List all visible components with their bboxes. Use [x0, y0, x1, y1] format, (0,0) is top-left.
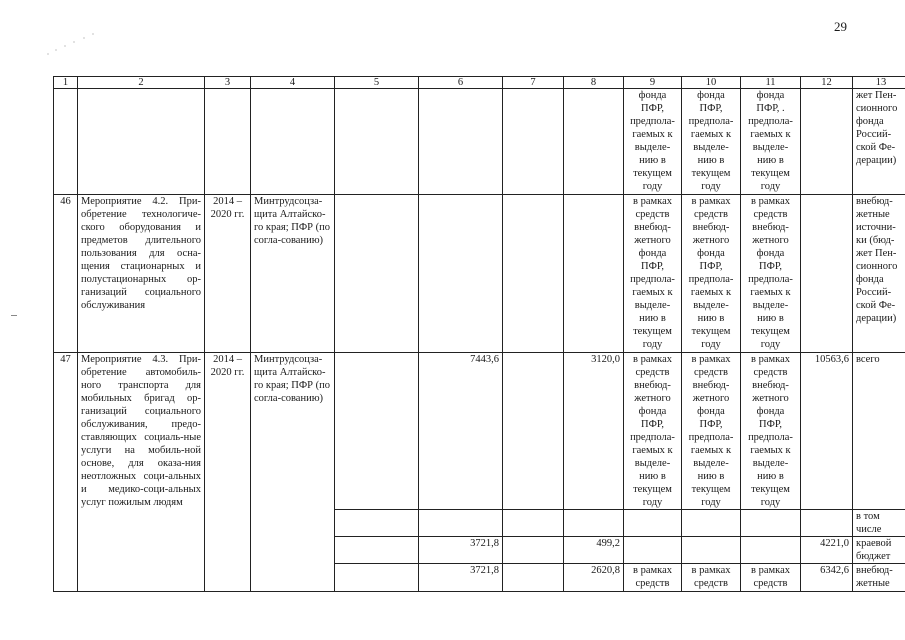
table-cell: фонда ПФР, предпола-гаемых к выделе-нию в текущем году	[682, 89, 741, 195]
column-number: 5	[335, 77, 419, 89]
table-cell: внебюд-жетные источни-ки (бюд-жет Пен-сионного фонда Россий-ской Фе-дерации)	[853, 195, 905, 353]
column-number: 2	[78, 77, 205, 89]
table-row-continuation	[54, 89, 905, 195]
table-cell: фонда ПФР, предпола-гаемых к выделе-нию в текущем году	[624, 89, 682, 195]
period: 2014 – 2020 гг.	[205, 195, 251, 353]
column-number: 1	[54, 77, 78, 89]
amount-cell: 10563,6	[801, 353, 853, 510]
column-number: 13	[853, 77, 905, 89]
table-cell: в рамках средств внебюд-жетного фонда ПФР, предпола-гаемых к выделе-нию в текущем году	[682, 195, 741, 353]
table-cell: в рамках средств внебюд-жетного фонда ПФР, предпола-гаемых к выделе-нию в текущем году	[741, 353, 801, 510]
row-number: 46	[54, 195, 78, 353]
table-cell: в рамках средств внебюд-жетного фонда ПФР, предпола-гаемых к выделе-нию в текущем году	[741, 195, 801, 353]
table-cell: в рамках средств	[624, 564, 682, 592]
column-number: 11	[741, 77, 801, 89]
table-cell: в рамках средств внебюд-жетного фонда ПФР, предпола-гаемых к выделе-нию в текущем году	[624, 353, 682, 510]
scan-artifact	[38, 28, 108, 58]
table-row-47-total	[54, 353, 905, 510]
column-number: 4	[251, 77, 335, 89]
table-row-46	[54, 195, 905, 353]
table-cell: внебюд-жетные	[853, 564, 905, 592]
amount-cell: 7443,6	[419, 353, 503, 510]
table-cell: жет Пен-сионного фонда Россий-ской Фе-дерации)	[853, 89, 905, 195]
table-cell: фонда ПФР, . предпола-гаемых к выделе-нию в текущем году	[741, 89, 801, 195]
amount-cell: 4221,0	[801, 537, 853, 564]
row-number: 47	[54, 353, 78, 592]
column-numbers-row	[54, 77, 905, 89]
column-number: 10	[682, 77, 741, 89]
table-cell: краевой бюджет	[853, 537, 905, 564]
table-cell: в рамках средств	[741, 564, 801, 592]
table-cell: в рамках средств внебюд-жетного фонда ПФР, предпола-гаемых к выделе-нию в текущем году	[682, 353, 741, 510]
measure-name: Мероприятие 4.2. При-обретение технологиче-ского оборудования и предметов длительного пользования для осна-щения стационарных и полустационарных ор-ганизаций социального обслуживания	[78, 195, 205, 353]
scan-mark	[11, 315, 17, 316]
column-number: 9	[624, 77, 682, 89]
table-cell: в рамках средств	[682, 564, 741, 592]
column-number: 3	[205, 77, 251, 89]
table-cell: всего	[853, 353, 905, 510]
column-number: 8	[564, 77, 624, 89]
column-number: 7	[503, 77, 564, 89]
executor: Минтрудсоцза-щита Алтайско-го края; ПФР (по согла-сованию)	[251, 195, 335, 353]
table-cell: в рамках средств внебюд-жетного фонда ПФР, предпола-гаемых к выделе-нию в текущем году	[624, 195, 682, 353]
column-number: 6	[419, 77, 503, 89]
page-number: 29	[834, 19, 847, 34]
table-cell: в том числе	[853, 510, 905, 537]
amount-cell: 2620,8	[564, 564, 624, 592]
budget-table	[53, 76, 905, 592]
amount-cell: 3721,8	[419, 537, 503, 564]
amount-cell: 3120,0	[564, 353, 624, 510]
amount-cell: 3721,8	[419, 564, 503, 592]
measure-name: Мероприятие 4.3. При-обретение автомобиль-ного транспорта для мобильных бригад ор-ганизаций социального обслуживания, предо-ставляющих социаль-ные услуги на мобиль-ной основе, для оказа-ния неотложных соци-альных и медико-соци-альных услуг пожилым людям	[78, 353, 205, 592]
period: 2014 – 2020 гг.	[205, 353, 251, 592]
amount-cell: 6342,6	[801, 564, 853, 592]
column-number: 12	[801, 77, 853, 89]
executor: Минтрудсоцза-щита Алтайско-го края; ПФР (по согла-сованию)	[251, 353, 335, 592]
amount-cell: 499,2	[564, 537, 624, 564]
